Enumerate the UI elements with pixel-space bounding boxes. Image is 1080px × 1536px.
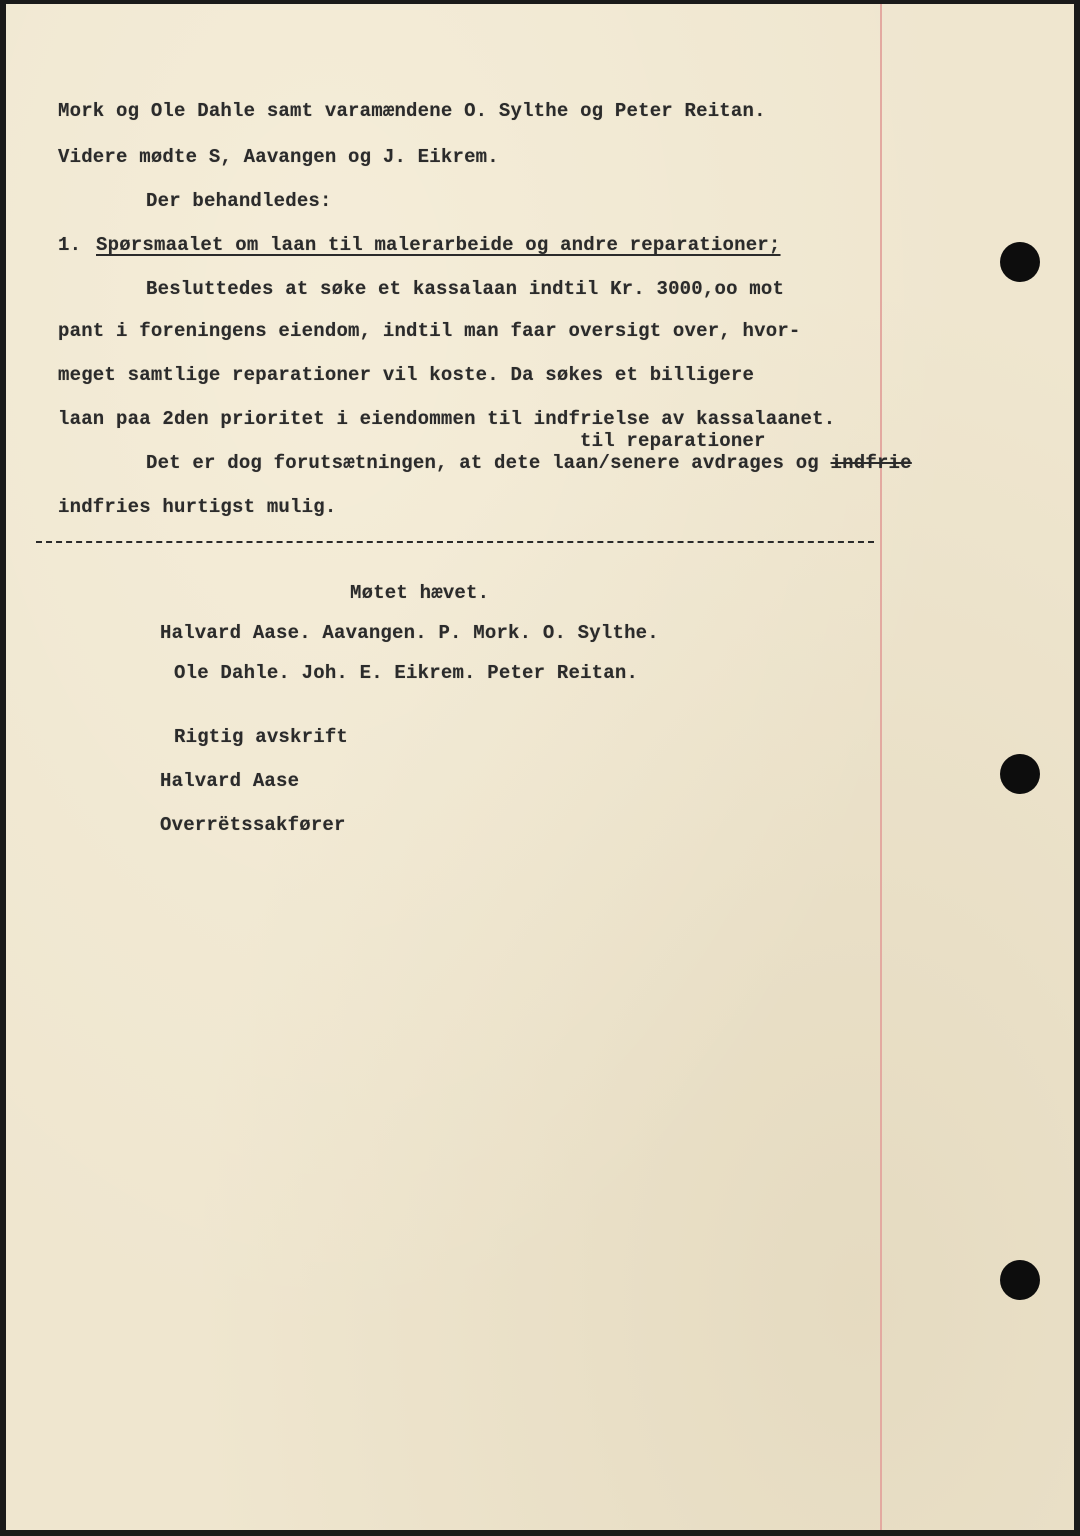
punch-hole-2 bbox=[1000, 754, 1040, 794]
section-divider bbox=[36, 541, 874, 543]
text-line-3: Der behandledes: bbox=[146, 190, 332, 212]
margin-rule bbox=[880, 4, 882, 1530]
text-line-1: Mork og Ole Dahle samt varamændene O. Sylthe og Peter Reitan. bbox=[58, 100, 766, 122]
certification-line-1: Rigtig avskrift bbox=[174, 726, 349, 748]
text-line-7: meget samtlige reparationer vil koste. Da søkes et billigere bbox=[58, 364, 755, 386]
agenda-item-number: 1. bbox=[58, 234, 82, 256]
text-line-10: indfries hurtigst mulig. bbox=[58, 496, 337, 518]
signatures-line-2: Ole Dahle. Joh. E. Eikrem. Peter Reitan. bbox=[174, 662, 639, 684]
handwritten-insertion: til reparationer bbox=[580, 430, 766, 452]
text-line-9 bbox=[146, 452, 912, 474]
meeting-adjourned: Møtet hævet. bbox=[350, 582, 490, 604]
document-page bbox=[6, 4, 1074, 1530]
text-line-9-main: Det er dog forutsætningen, at dete laan/senere avdrages og bbox=[146, 452, 819, 474]
punch-hole-3 bbox=[1000, 1260, 1040, 1300]
signatures-line-1: Halvard Aase. Aavangen. P. Mork. O. Sylthe. bbox=[160, 622, 659, 644]
punch-hole-1 bbox=[1000, 242, 1040, 282]
agenda-item-heading: Spørsmaalet om laan til malerarbeide og andre reparationer; bbox=[96, 234, 781, 256]
text-line-6: pant i foreningens eiendom, indtil man faar oversigt over, hvor- bbox=[58, 320, 801, 342]
struck-word: indfrie bbox=[830, 452, 912, 474]
text-line-2: Videre mødte S, Aavangen og J. Eikrem. bbox=[58, 146, 499, 168]
text-line-5: Besluttedes at søke et kassalaan indtil Kr. 3000,oo mot bbox=[146, 278, 785, 300]
certification-line-3: Overrëtssakfører bbox=[160, 814, 346, 836]
certification-line-2: Halvard Aase bbox=[160, 770, 300, 792]
text-line-8: laan paa 2den prioritet i eiendommen til indfrielse av kassalaanet. bbox=[58, 408, 836, 430]
